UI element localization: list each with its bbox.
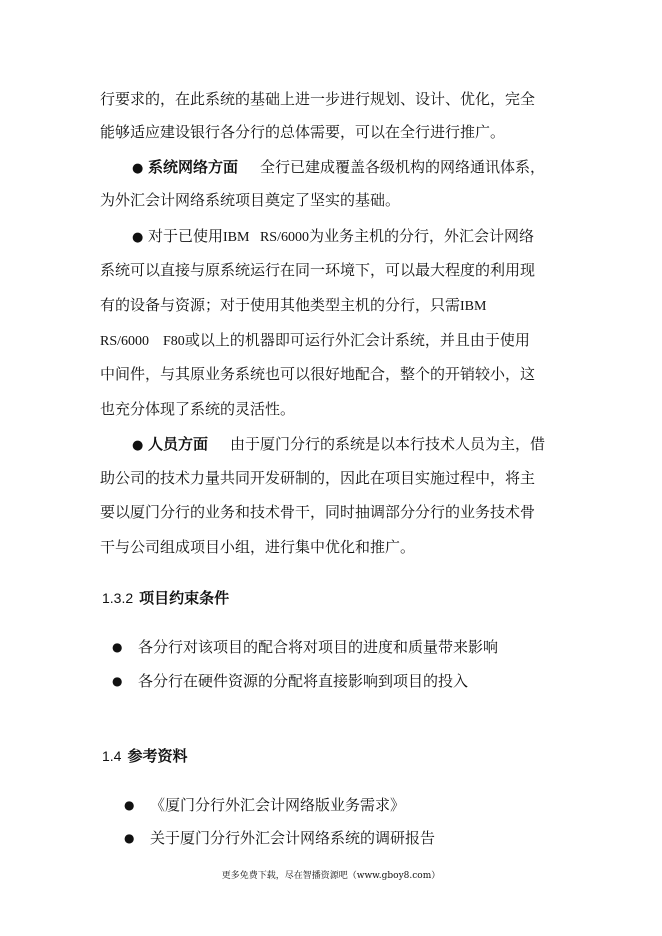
staff-label: 人员方面 bbox=[148, 435, 209, 453]
paragraph-text: 全行已建成覆盖各级机构的网络通讯体系， bbox=[260, 158, 546, 176]
bullet-icon: ● bbox=[132, 161, 144, 176]
paragraph-line bbox=[100, 330, 530, 352]
paragraph-text: IBM RS/6000 bbox=[223, 230, 309, 245]
paragraph-line: 为外汇会计网络系统项目奠定了坚实的基础。 bbox=[100, 191, 401, 209]
bullet-icon: ● bbox=[112, 640, 123, 654]
paragraph-line: 要以厦门分行的业务和技术骨干，同时抽调部分分行的业务技术骨 bbox=[100, 503, 536, 521]
list-item bbox=[124, 795, 405, 815]
paragraph-text: 有的设备与资源；对于使用其他类型主机的分行，只需 bbox=[100, 296, 461, 314]
bullet-icon: ● bbox=[132, 438, 144, 453]
section-number: 1.4 bbox=[102, 748, 122, 764]
staff-paragraph-line bbox=[132, 434, 545, 456]
section-heading-1-4 bbox=[102, 746, 187, 766]
paragraph-line: 中间件，与其原业务系统也可以很好地配合，整个的开销较小，这 bbox=[100, 365, 536, 383]
list-item bbox=[112, 637, 498, 657]
paragraph-line: 能够适应建设银行各分行的总体需要，可以在全行进行推广。 bbox=[100, 123, 506, 141]
paragraph-text: IBM bbox=[460, 299, 487, 314]
section-title: 项目约束条件 bbox=[139, 589, 230, 607]
paragraph-line: 系统可以直接与原系统运行在同一环境下，可以最大程度的利用现 bbox=[100, 261, 536, 279]
list-item-text: 关于厦门分行外汇会计网络系统的调研报告 bbox=[150, 829, 436, 847]
paragraph-text: 由于厦门分行的系统是以本行技术人员为主，借 bbox=[230, 435, 546, 453]
paragraph-text: 对于已使用 bbox=[148, 227, 224, 245]
paragraph-text: RS/6000 F80 bbox=[100, 334, 185, 349]
paragraph-text: 为业务主机的分行，外汇会计网络 bbox=[308, 227, 534, 245]
list-item-text: 《厦门分行外汇会计网络版业务需求》 bbox=[150, 796, 406, 814]
footer-note: 更多免费下载，尽在智播资源吧（www.gboy8.com） bbox=[221, 871, 441, 881]
section-heading-1-3-2 bbox=[102, 588, 229, 608]
list-item bbox=[112, 671, 468, 691]
paragraph-line: 助公司的技术力量共同开发研制的，因此在项目实施过程中，将主 bbox=[100, 469, 536, 487]
paragraph-text: 或以上的机器即可运行外汇会计系统，并且由于使用 bbox=[184, 331, 530, 349]
bullet-icon: ● bbox=[132, 230, 144, 245]
bullet-icon: ● bbox=[124, 831, 135, 845]
paragraph-line bbox=[100, 295, 486, 317]
paragraph-line: 干与公司组成项目小组，进行集中优化和推广。 bbox=[100, 538, 416, 556]
bullet-icon: ● bbox=[124, 798, 135, 812]
section-number: 1.3.2 bbox=[102, 590, 134, 606]
bullet-icon: ● bbox=[112, 674, 123, 688]
paragraph-line: 也充分体现了系统的灵活性。 bbox=[100, 400, 296, 418]
network-paragraph-line bbox=[132, 157, 545, 179]
list-item-text: 各分行对该项目的配合将对项目的进度和质量带来影响 bbox=[138, 638, 499, 656]
ibm-paragraph-line bbox=[132, 226, 534, 248]
network-label: 系统网络方面 bbox=[148, 158, 239, 176]
paragraph-line: 行要求的，在此系统的基础上进一步进行规划、设计、优化，完全 bbox=[100, 90, 536, 108]
section-title: 参考资料 bbox=[127, 747, 188, 765]
list-item-text: 各分行在硬件资源的分配将直接影响到项目的投入 bbox=[138, 672, 469, 690]
list-item bbox=[124, 828, 435, 848]
